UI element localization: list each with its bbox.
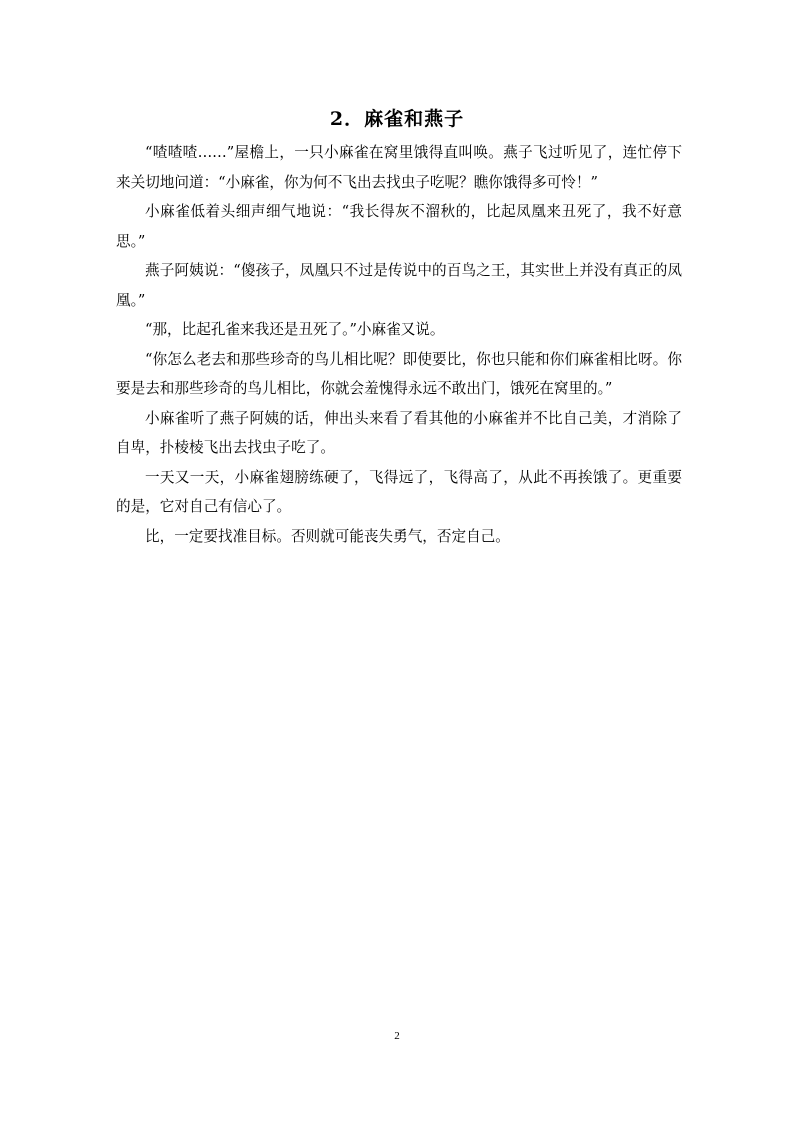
paragraph: “那，比起孔雀来我还是丑死了。”小麻雀又说。 (145, 321, 445, 338)
paragraph: 比，一定要找准目标。否则就可能丧失勇气，否定自己。 (145, 527, 510, 545)
story-body (116, 138, 682, 551)
page-number: 2 (394, 1030, 400, 1042)
paragraph: “你怎么老去和那些珍奇的鸟儿相比呢？即使要比，你也只能和你们麻雀相比呀。你要是去和那些珍奇的鸟儿相比，你就会羞愧得永远不敢出门，饿死在窝里的。” (116, 350, 682, 397)
paragraph: 小麻雀听了燕子阿姨的话，伸出头来看了看其他的小麻雀并不比自己美，才消除了自卑，扑棱棱飞出去找虫子吃了。 (116, 409, 682, 456)
paragraph: 小麻雀低着头细声细气地说：“我长得灰不溜秋的，比起凤凰来丑死了，我不好意思。” (116, 203, 682, 250)
page-title: 2．麻雀和燕子 (329, 108, 465, 130)
paragraph: 一天又一天，小麻雀翅膀练硬了，飞得远了，飞得高了，从此不再挨饿了。更重要的是，它对自己有信心了。 (116, 468, 682, 515)
paragraph: “喳喳喳……”屋檐上，一只小麻雀在窝里饿得直叫唤。燕子飞过听见了，连忙停下来关切地问道：“小麻雀，你为何不飞出去找虫子吃呢？瞧你饿得多可怜！” (116, 144, 682, 191)
paragraph: 燕子阿姨说：“傻孩子，凤凰只不过是传说中的百鸟之王，其实世上并没有真正的凤凰。” (116, 262, 682, 309)
